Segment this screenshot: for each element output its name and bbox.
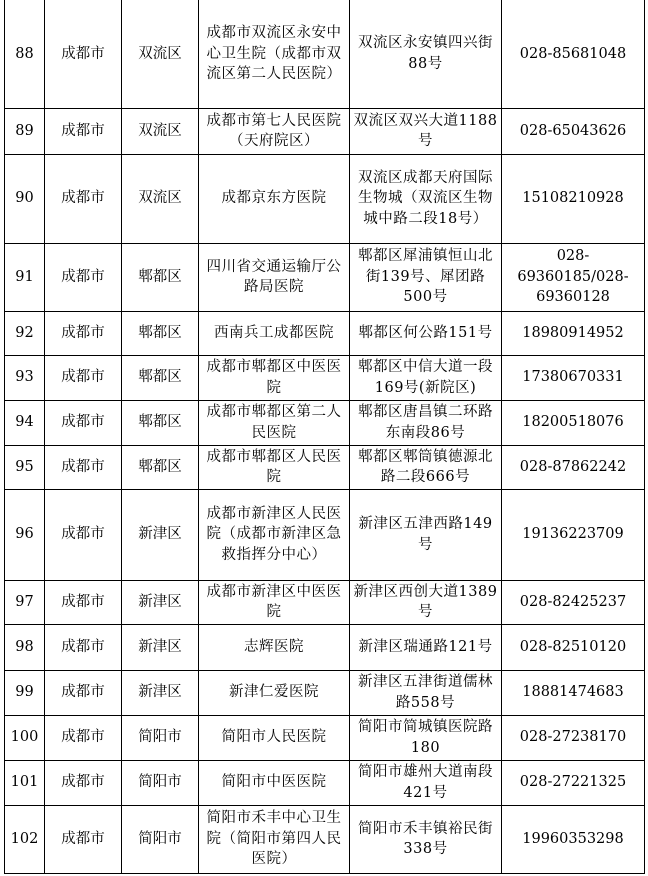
- table-row: [5, 154, 645, 243]
- table-row: [5, 715, 645, 760]
- city-cell: 成都市: [45, 0, 122, 108]
- district-cell: 新津区: [122, 489, 199, 580]
- district-cell: 郫都区: [122, 400, 199, 445]
- address-cell: 简阳市禾丰镇裕民街338号: [350, 805, 502, 873]
- table-row: [5, 0, 645, 108]
- city-cell: 成都市: [45, 760, 122, 805]
- hospital-cell: 成都市郫都区中医医院: [199, 355, 350, 400]
- city-cell: 成都市: [45, 580, 122, 624]
- address-cell: 郫都区郫筒镇德源北路二段666号: [350, 445, 502, 489]
- hospital-cell: 新津仁爱医院: [199, 670, 350, 715]
- city-cell: 成都市: [45, 445, 122, 489]
- phone-cell: 17380670331: [502, 355, 645, 400]
- city-cell: 成都市: [45, 400, 122, 445]
- table-row: [5, 400, 645, 445]
- address-cell: 郫都区犀浦镇恒山北街139号、犀团路500号: [350, 243, 502, 311]
- address-cell: 双流区永安镇四兴街88号: [350, 0, 502, 108]
- address-cell: 新津区瑞通路121号: [350, 624, 502, 670]
- phone-cell: 028-69360185/028-69360128: [502, 243, 645, 311]
- table-row: [5, 805, 645, 873]
- address-cell: 简阳市简城镇医院路180: [350, 715, 502, 760]
- phone-cell: 19960353298: [502, 805, 645, 873]
- row-number: 98: [5, 624, 45, 670]
- row-number: 90: [5, 154, 45, 243]
- phone-cell: 18881474683: [502, 670, 645, 715]
- district-cell: 双流区: [122, 154, 199, 243]
- row-number: 88: [5, 0, 45, 108]
- city-cell: 成都市: [45, 670, 122, 715]
- city-cell: 成都市: [45, 489, 122, 580]
- hospital-cell: 成都市郫都区人民医院: [199, 445, 350, 489]
- city-cell: 成都市: [45, 715, 122, 760]
- phone-cell: 18200518076: [502, 400, 645, 445]
- row-number: 100: [5, 715, 45, 760]
- table-row: [5, 243, 645, 311]
- hospital-cell: 成都京东方医院: [199, 154, 350, 243]
- district-cell: 简阳市: [122, 805, 199, 873]
- district-cell: 简阳市: [122, 760, 199, 805]
- phone-cell: 028-82510120: [502, 624, 645, 670]
- district-cell: 新津区: [122, 624, 199, 670]
- district-cell: 双流区: [122, 0, 199, 108]
- address-cell: 新津区西创大道1389号: [350, 580, 502, 624]
- table-row: [5, 624, 645, 670]
- hospital-cell: 志辉医院: [199, 624, 350, 670]
- table-row: [5, 760, 645, 805]
- address-cell: 郫都区何公路151号: [350, 311, 502, 355]
- hospital-cell: 简阳市禾丰中心卫生院（简阳市第四人民医院）: [199, 805, 350, 873]
- district-cell: 郫都区: [122, 355, 199, 400]
- row-number: 99: [5, 670, 45, 715]
- district-cell: 新津区: [122, 670, 199, 715]
- phone-cell: 028-27238170: [502, 715, 645, 760]
- phone-cell: 028-87862242: [502, 445, 645, 489]
- city-cell: 成都市: [45, 805, 122, 873]
- district-cell: 简阳市: [122, 715, 199, 760]
- city-cell: 成都市: [45, 154, 122, 243]
- table-row: [5, 489, 645, 580]
- row-number: 101: [5, 760, 45, 805]
- table-row: [5, 670, 645, 715]
- address-cell: 简阳市雄州大道南段421号: [350, 760, 502, 805]
- address-cell: 郫都区中信大道一段169号(新院区): [350, 355, 502, 400]
- district-cell: 郫都区: [122, 311, 199, 355]
- hospital-cell: 四川省交通运输厅公路局医院: [199, 243, 350, 311]
- row-number: 92: [5, 311, 45, 355]
- hospital-cell: 成都市第七人民医院（天府院区）: [199, 108, 350, 154]
- phone-cell: 15108210928: [502, 154, 645, 243]
- district-cell: 郫都区: [122, 445, 199, 489]
- hospital-cell: 简阳市人民医院: [199, 715, 350, 760]
- row-number: 91: [5, 243, 45, 311]
- district-cell: 新津区: [122, 580, 199, 624]
- district-cell: 双流区: [122, 108, 199, 154]
- row-number: 93: [5, 355, 45, 400]
- table-row: [5, 108, 645, 154]
- row-number: 97: [5, 580, 45, 624]
- row-number: 95: [5, 445, 45, 489]
- table-row: [5, 445, 645, 489]
- phone-cell: 19136223709: [502, 489, 645, 580]
- city-cell: 成都市: [45, 108, 122, 154]
- phone-cell: 028-85681048: [502, 0, 645, 108]
- hospital-cell: 成都市郫都区第二人民医院: [199, 400, 350, 445]
- table-row: [5, 355, 645, 400]
- hospital-table: [4, 0, 645, 874]
- address-cell: 双流区成都天府国际生物城（双流区生物城中路二段18号）: [350, 154, 502, 243]
- district-cell: 郫都区: [122, 243, 199, 311]
- address-cell: 郫都区唐昌镇二环路东南段86号: [350, 400, 502, 445]
- city-cell: 成都市: [45, 311, 122, 355]
- table-row: [5, 311, 645, 355]
- phone-cell: 028-27221325: [502, 760, 645, 805]
- hospital-cell: 成都市新津区中医医院: [199, 580, 350, 624]
- phone-cell: 028-65043626: [502, 108, 645, 154]
- hospital-cell: 成都市双流区永安中心卫生院（成都市双流区第二人民医院）: [199, 0, 350, 108]
- table-row: [5, 580, 645, 624]
- hospital-cell: 成都市新津区人民医院（成都市新津区急救指挥分中心）: [199, 489, 350, 580]
- address-cell: 双流区双兴大道1188号: [350, 108, 502, 154]
- city-cell: 成都市: [45, 243, 122, 311]
- address-cell: 新津区五津街道儒林路558号: [350, 670, 502, 715]
- row-number: 96: [5, 489, 45, 580]
- city-cell: 成都市: [45, 624, 122, 670]
- address-cell: 新津区五津西路149号: [350, 489, 502, 580]
- phone-cell: 028-82425237: [502, 580, 645, 624]
- hospital-cell: 西南兵工成都医院: [199, 311, 350, 355]
- table-body: [5, 0, 645, 873]
- row-number: 102: [5, 805, 45, 873]
- row-number: 94: [5, 400, 45, 445]
- row-number: 89: [5, 108, 45, 154]
- hospital-cell: 简阳市中医医院: [199, 760, 350, 805]
- phone-cell: 18980914952: [502, 311, 645, 355]
- city-cell: 成都市: [45, 355, 122, 400]
